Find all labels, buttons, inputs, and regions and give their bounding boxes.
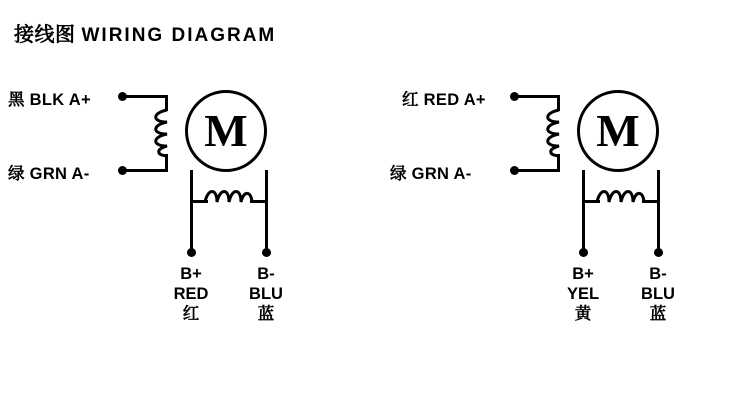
wire-b-plus-vertical-lower xyxy=(190,200,193,250)
terminal-dot-b-plus xyxy=(187,248,196,257)
terminal-label-b-plus xyxy=(548,264,618,324)
terminal-dot-b-minus xyxy=(262,248,271,257)
lead-label-a-plus: 黑 BLK A+ xyxy=(8,91,91,109)
motor-letter: M xyxy=(204,105,248,156)
wire-a-plus-horizontal xyxy=(122,95,168,98)
terminal-label-b-plus-name: B+ xyxy=(180,265,202,283)
wire-b-minus-vertical-lower xyxy=(657,200,660,250)
right-wiring-diagram xyxy=(382,60,742,360)
terminal-label-b-plus-color-en: RED xyxy=(173,285,209,304)
terminal-label-b-minus-color-cn: 蓝 xyxy=(257,305,275,324)
coil-b-winding xyxy=(203,186,255,220)
coil-a-winding xyxy=(542,108,576,158)
wire-b-minus-vertical-upper xyxy=(265,170,268,202)
terminal-label-b-minus-color-cn: 蓝 xyxy=(649,305,667,324)
wire-a-plus-horizontal xyxy=(514,95,560,98)
page-title-chinese: 接线图 xyxy=(14,24,76,46)
terminal-label-b-plus-name: B+ xyxy=(572,265,594,283)
lead-label-a-plus: 红 RED A+ xyxy=(402,91,486,109)
page-title xyxy=(14,18,276,47)
coil-a-winding xyxy=(150,108,184,158)
wire-b-plus-vertical-upper xyxy=(582,170,585,202)
wire-a-minus-horizontal xyxy=(122,169,168,172)
motor-letter: M xyxy=(596,105,640,156)
wire-b-plus-vertical-lower xyxy=(582,200,585,250)
terminal-label-b-plus-color-cn: 黄 xyxy=(574,305,592,324)
wire-b-plus-vertical-upper xyxy=(190,170,193,202)
terminal-dot-b-minus xyxy=(654,248,663,257)
terminal-label-b-minus xyxy=(231,264,301,324)
lead-label-a-minus: 绿 GRN A- xyxy=(390,165,472,183)
terminal-dot-b-plus xyxy=(579,248,588,257)
terminal-label-b-minus-name: B- xyxy=(649,265,667,283)
page-title-english: WIRING DIAGRAM xyxy=(81,25,277,46)
terminal-label-b-minus-color-en: BLU xyxy=(641,285,675,304)
left-wiring-diagram xyxy=(0,60,360,360)
terminal-label-b-minus-name: B- xyxy=(257,265,275,283)
lead-label-a-minus: 绿 GRN A- xyxy=(8,165,90,183)
terminal-label-b-plus xyxy=(156,264,226,324)
terminal-label-b-plus-color-en: YEL xyxy=(566,285,600,304)
terminal-label-b-minus xyxy=(623,264,693,324)
terminal-label-b-plus-color-cn: 红 xyxy=(182,305,200,324)
wire-a-minus-horizontal xyxy=(514,169,560,172)
motor-symbol xyxy=(577,90,659,172)
coil-b-winding xyxy=(595,186,647,220)
wire-b-minus-vertical-lower xyxy=(265,200,268,250)
motor-symbol xyxy=(185,90,267,172)
terminal-label-b-minus-color-en: BLU xyxy=(249,285,283,304)
wire-b-minus-vertical-upper xyxy=(657,170,660,202)
